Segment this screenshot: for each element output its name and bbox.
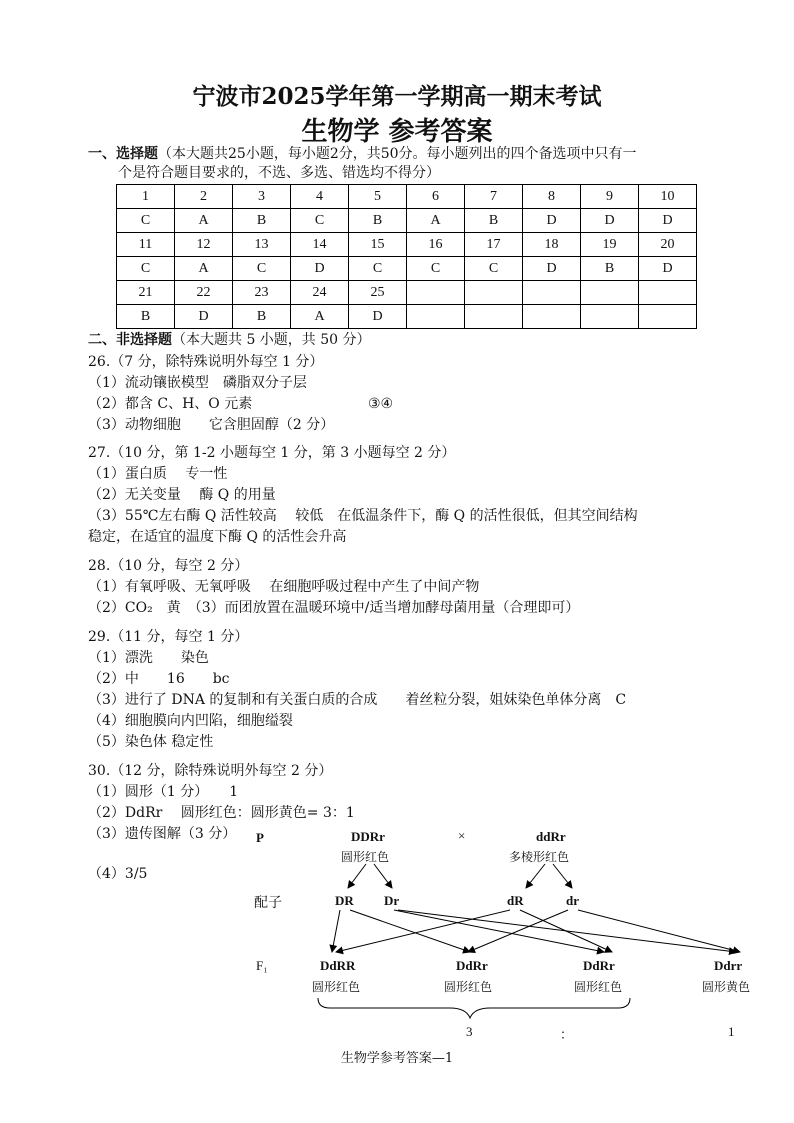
arrow-dR-DdRr2: [520, 910, 612, 952]
answer-cell: 18: [523, 233, 581, 257]
q28-answer-1: （1）有氧呼吸、无氧呼吸 在细胞呼吸过程中产生了中间产物: [88, 579, 480, 595]
section1-heading: 一、选择题: [88, 146, 158, 162]
answer-cell: 6: [407, 185, 465, 209]
answer-cell: B: [233, 305, 291, 329]
diagram-offspring-3: DdRr: [583, 958, 615, 973]
answer-cell: 19: [581, 233, 639, 257]
q29-head: 29.（11 分，每空 1 分）: [88, 629, 249, 645]
q26-answer-2: （2）都含 C、H、O 元素: [88, 396, 253, 412]
q30-answer-4: （4）3/5: [88, 866, 148, 882]
q29-answer-2: （2）中 16 bc: [88, 671, 230, 687]
arrow-DR-DdRR-from-left: [332, 910, 340, 952]
diagram-offspring-2-phenotype: 圆形红色: [444, 980, 493, 994]
answer-cell: B: [465, 209, 523, 233]
q28-answer-2: （2）CO₂ 黄 （3）而团放置在温暖环境中/适当增加酵母菌用量（合理即可）: [88, 600, 580, 616]
q29-answer-3: （3）进行了 DNA 的复制和有关蛋白质的合成 着丝粒分裂，姐妹染色单体分离 C: [88, 692, 627, 708]
q29-answer-1: （1）漂洗 染色: [88, 650, 209, 666]
diagram-offspring-2: DdRr: [456, 958, 488, 973]
answer-cell: D: [175, 305, 233, 329]
q27-answer-1: （1）蛋白质 专一性: [88, 466, 228, 482]
diagram-offspring-4-phenotype: 圆形黄色: [702, 980, 751, 994]
answer-cell: C: [233, 257, 291, 281]
section2-note: （本大题共 5 小题，共 50 分）: [172, 332, 371, 348]
diagram-offspring-1-phenotype: 圆形红色: [312, 980, 361, 994]
answer-title: 生物学 参考答案: [301, 117, 493, 147]
diagram-offspring-1: DdRR: [320, 958, 356, 973]
answer-cell: B: [349, 209, 407, 233]
q30-answer-3: （3）遗传图解（3 分）: [88, 826, 237, 842]
diagram-parent2: ddRr: [536, 829, 566, 844]
diagram-parent1-phenotype: 圆形红色: [341, 850, 390, 864]
answer-cell: B: [233, 209, 291, 233]
answer-cell: A: [175, 257, 233, 281]
answer-cell: 12: [175, 233, 233, 257]
answer-cell: 4: [291, 185, 349, 209]
answer-cell: C: [465, 257, 523, 281]
section1-note1: （本大题共25小题，每小题2分，共50分。每小题列出的四个备选项中只有一: [158, 146, 637, 162]
section1-note2: 个是符合题目要求的，不选、多选、错选均不得分）: [118, 165, 440, 181]
answer-cell: D: [639, 209, 697, 233]
answer-cell: D: [639, 257, 697, 281]
q26-head: 26.（7 分，除特殊说明外每空 1 分）: [88, 354, 324, 370]
arrow-p2-dR: [526, 864, 545, 888]
diagram-gamete-label: 配子: [254, 895, 282, 911]
diagram-gamete-DR: DR: [335, 893, 354, 908]
answer-cell: 21: [117, 281, 175, 305]
diagram-gamete-Dr: Dr: [384, 893, 400, 908]
answer-cell: C: [117, 209, 175, 233]
answer-cell: 20: [639, 233, 697, 257]
q27-answer-3b: 稳定，在适宜的温度下酶 Q 的活性会升高: [88, 529, 347, 545]
diagram-parent1: DDRr: [351, 829, 385, 844]
answer-cell: 24: [291, 281, 349, 305]
arrow-Dr-DdRr2: [394, 910, 604, 952]
q28-head: 28.（10 分，每空 2 分）: [88, 558, 249, 574]
answer-cell: 2: [175, 185, 233, 209]
answer-cell: 11: [117, 233, 175, 257]
answer-cell: 7: [465, 185, 523, 209]
answer-cell: 14: [291, 233, 349, 257]
diagram-gamete-dR: dR: [507, 893, 524, 908]
arrow-dr-Ddrr: [578, 910, 740, 952]
diagram-ratio-colon: ：: [560, 1027, 574, 1042]
answer-cell: 16: [407, 233, 465, 257]
answer-cell: B: [117, 305, 175, 329]
answer-cell: D: [523, 209, 581, 233]
section2-heading: 二、非选择题: [88, 332, 172, 348]
answer-cell: 25: [349, 281, 407, 305]
answer-cell: D: [349, 305, 407, 329]
answer-cell: C: [117, 257, 175, 281]
answer-cell: 23: [233, 281, 291, 305]
diagram-offspring-3-phenotype: 圆形红色: [574, 980, 623, 994]
answer-cell: B: [581, 257, 639, 281]
diagram-ratio-left: 3: [466, 1024, 473, 1039]
diagram-gamete-dr: dr: [566, 893, 579, 908]
answer-cell: A: [291, 305, 349, 329]
answer-cell: 5: [349, 185, 407, 209]
answer-cell: A: [175, 209, 233, 233]
answer-cell: 17: [465, 233, 523, 257]
diagram-p-label: P: [256, 830, 264, 845]
answer-cell: D: [523, 257, 581, 281]
arrow-p1-Dr: [374, 864, 392, 888]
answer-cell: C: [291, 209, 349, 233]
q27-answer-3: （3）55℃左右酶 Q 活性较高 较低 在低温条件下，酶 Q 的活性很低，但其空间结构: [88, 508, 638, 524]
q30-answer-1: （1）圆形（1 分） 1: [88, 784, 239, 800]
answer-cell: C: [349, 257, 407, 281]
q27-answer-2: （2）无关变量 酶 Q 的用量: [88, 487, 276, 503]
q26-answer-1: （1）流动镶嵌模型 磷脂双分子层: [88, 375, 307, 391]
answer-cell: 22: [175, 281, 233, 305]
answer-cell: 9: [581, 185, 639, 209]
answer-cell: 10: [639, 185, 697, 209]
q29-answer-4: （4）细胞膜向内凹陷，细胞缢裂: [88, 713, 293, 729]
q27-head: 27.（10 分，第 1-2 小题每空 1 分，第 3 小题每空 2 分）: [88, 445, 456, 461]
exam-title: 宁波市2025学年第一学期高一期末考试: [192, 83, 602, 110]
answer-cell: 1: [117, 185, 175, 209]
answer-cell: 3: [233, 185, 291, 209]
answer-cell: 8: [523, 185, 581, 209]
q30-answer-2: （2）DdRr 圆形红色：圆形黄色= 3：1: [88, 805, 355, 821]
answer-cell: 13: [233, 233, 291, 257]
answer-cell: A: [407, 209, 465, 233]
diagram-brace: [318, 998, 630, 1018]
page-footer: 生物学参考答案—1: [340, 1051, 454, 1066]
diagram-cross-symbol: ×: [458, 828, 466, 843]
arrow-p2-dr: [553, 864, 572, 888]
answer-cell: 15: [349, 233, 407, 257]
q29-answer-5: （5）染色体 稳定性: [88, 734, 214, 750]
diagram-parent2-phenotype: 多棱形红色: [509, 850, 570, 864]
arrow-p1-DR: [348, 864, 366, 888]
diagram-f1-label: F₁: [256, 958, 268, 973]
q26-answer-2b: ③④: [368, 396, 394, 412]
diagram-ratio-right: 1: [728, 1024, 735, 1039]
q26-answer-3: （3）动物细胞 它含胆固醇（2 分）: [88, 417, 335, 433]
answer-cell: D: [291, 257, 349, 281]
diagram-offspring-4: Ddrr: [714, 958, 743, 973]
answer-cell: C: [407, 257, 465, 281]
q30-head: 30.（12 分，除特殊说明外每空 2 分）: [88, 763, 333, 779]
answer-cell: D: [581, 209, 639, 233]
